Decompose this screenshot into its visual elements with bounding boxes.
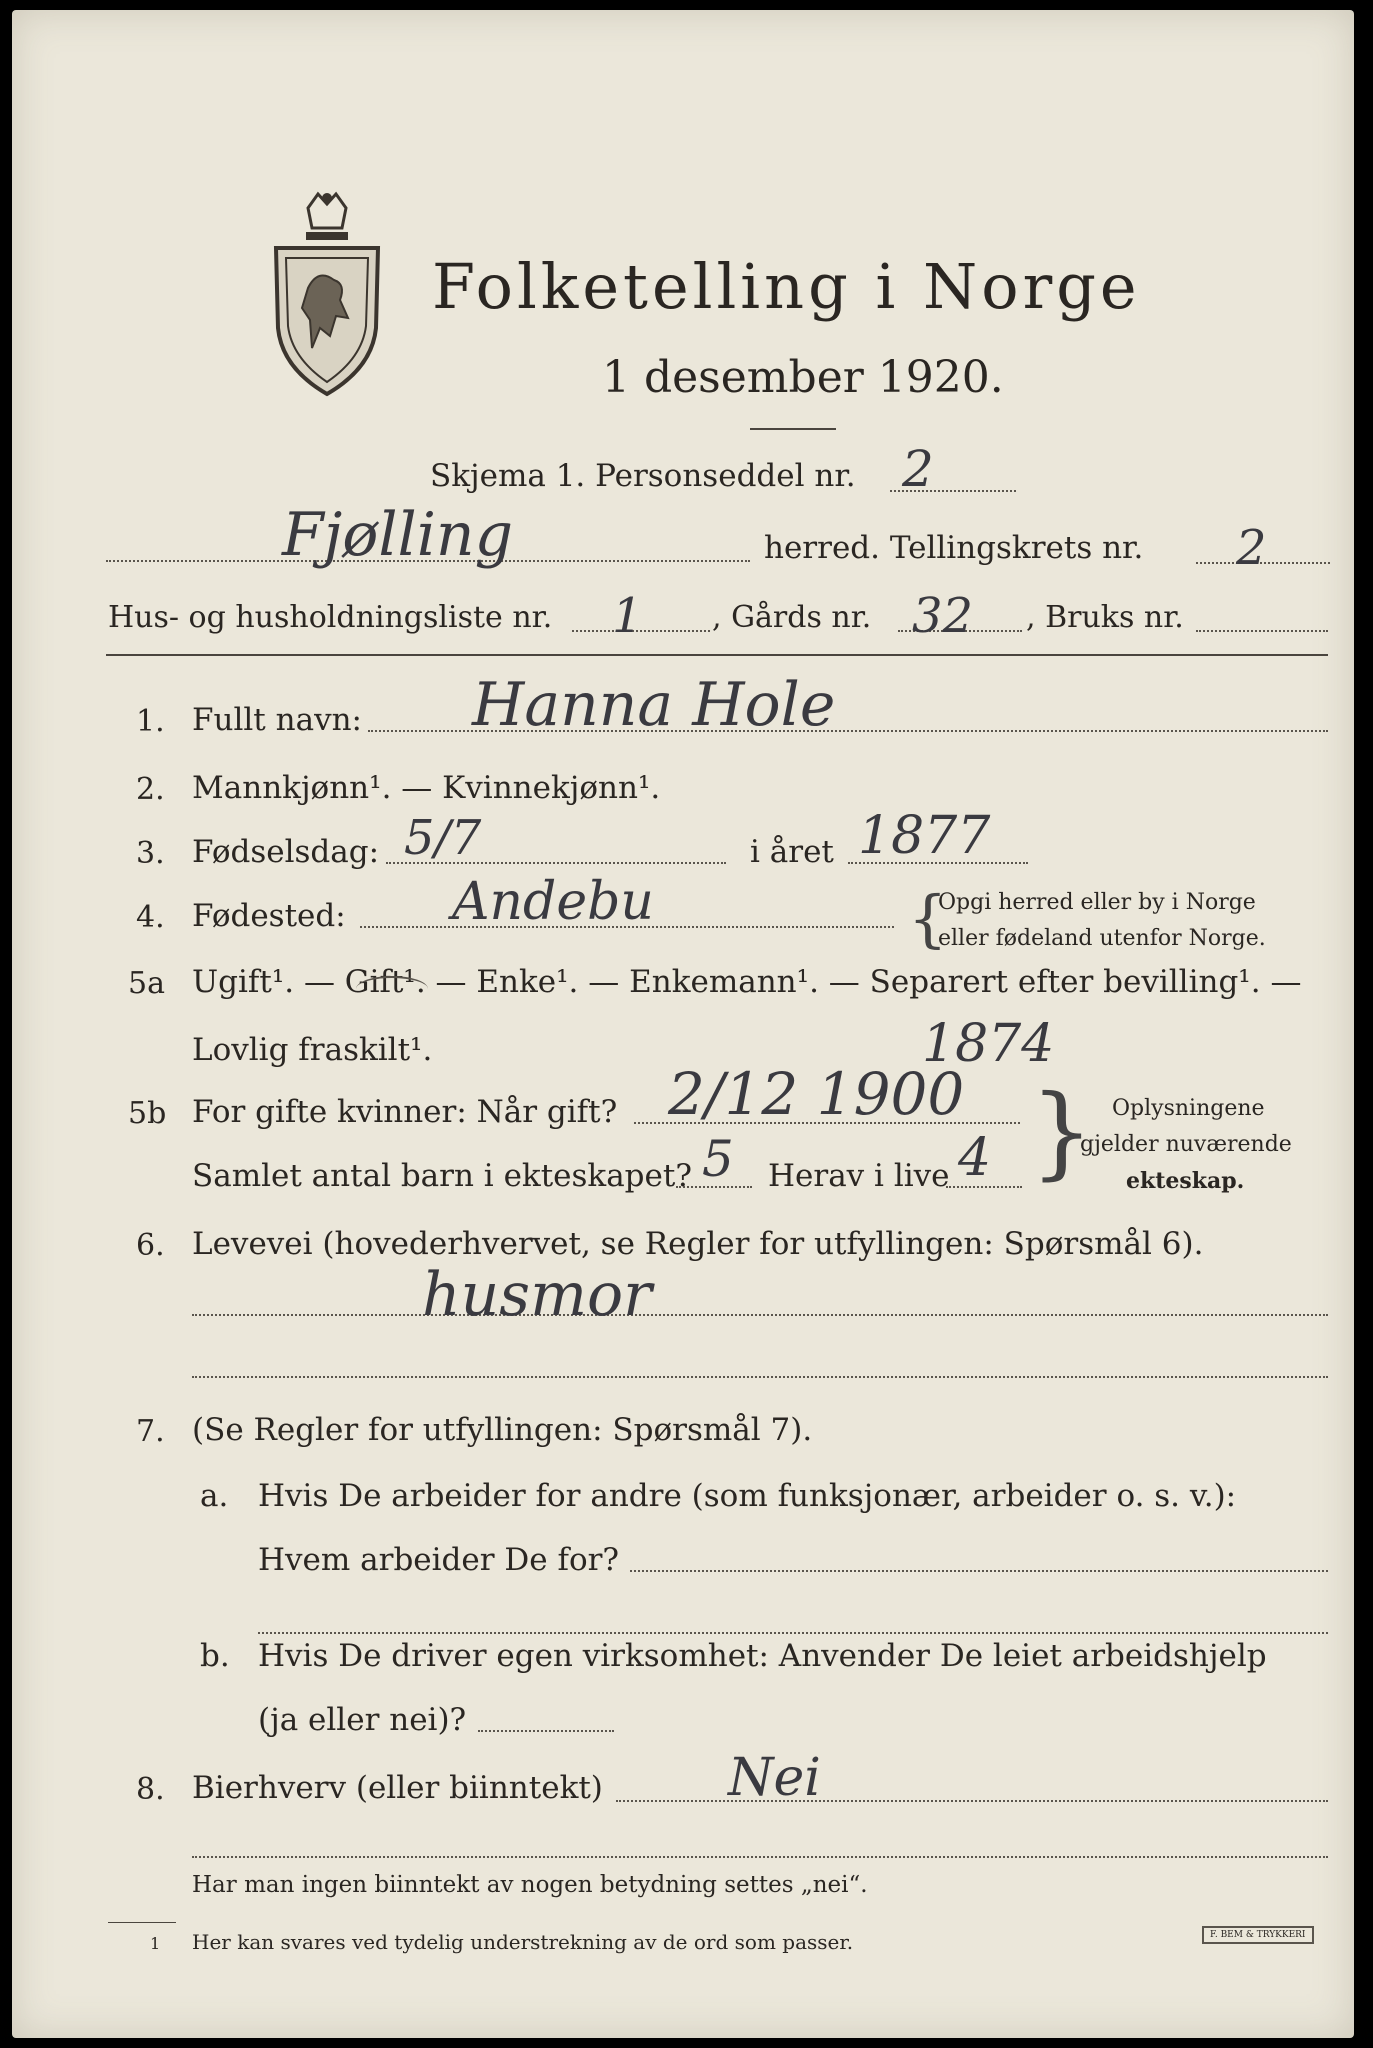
- q8-number: 8.: [136, 1772, 165, 1807]
- bruks-label: , Bruks nr.: [1026, 600, 1184, 635]
- q4-number: 4.: [136, 900, 165, 935]
- q4-note-1: Opgi herred eller by i Norge: [938, 890, 1256, 915]
- census-form-page: [12, 10, 1354, 2038]
- title-divider: [750, 428, 836, 430]
- footnote-divider: [108, 1922, 176, 1923]
- q3-value[interactable]: 5/7: [404, 810, 482, 866]
- krets-value[interactable]: 2: [1236, 520, 1267, 576]
- q7b-line-1: Hvis De driver egen virksomhet: Anvender De leiet arbeidshjelp: [258, 1638, 1267, 1674]
- q5b-label-1: For gifte kvinner: Når gift?: [192, 1094, 618, 1130]
- q7b-line-2: (ja eller nei)?: [258, 1702, 467, 1738]
- q8-label: Bierhverv (eller biinntekt): [192, 1770, 603, 1806]
- q5a-number: 5a: [128, 966, 165, 1001]
- q5a-line-2: Lovlig fraskilt¹.: [192, 1032, 433, 1068]
- q6-dotline-2: [192, 1376, 1328, 1378]
- q7a-dotline-1: [630, 1570, 1328, 1572]
- footnote-text: Her kan svares ved tydelig understrekning av de ord som passer.: [192, 1930, 854, 1954]
- herred-label: herred. Tellingskrets nr.: [764, 530, 1144, 566]
- bruks-dotline: [1196, 630, 1328, 632]
- q5b-label-2: Samlet antal barn i ekteskapet?: [192, 1158, 692, 1194]
- coat-of-arms-icon: [268, 188, 386, 398]
- q3-year-value[interactable]: 1877: [858, 806, 991, 866]
- q5b-note-1: Oplysningene: [1112, 1096, 1265, 1121]
- q6-value[interactable]: husmor: [422, 1260, 652, 1330]
- q7a-line-1: Hvis De arbeider for andre (som funksjonær, arbeider o. s. v.):: [258, 1478, 1237, 1514]
- q7a-number: a.: [200, 1478, 229, 1514]
- q2-number: 2.: [136, 772, 165, 807]
- q4-brace: {: [908, 882, 948, 955]
- q2-label: Mannkjønn¹. — Kvinnekjønn¹.: [192, 770, 661, 806]
- gift-underline-mark: [356, 976, 428, 1002]
- q3-number: 3.: [136, 836, 165, 871]
- gards-label: , Gårds nr.: [712, 600, 872, 635]
- q6-number: 6.: [136, 1228, 165, 1263]
- q5b-value-3[interactable]: 4: [958, 1128, 992, 1188]
- q3-label: Fødselsdag:: [192, 834, 380, 870]
- q8-dotline-1: [616, 1800, 1328, 1802]
- q5b-value-1[interactable]: 2/12 1900: [668, 1060, 965, 1128]
- q8-value[interactable]: Nei: [728, 1748, 821, 1808]
- printer-stamp: F. BEM & TRYKKERI: [1202, 1926, 1314, 1944]
- q5b-number: 5b: [128, 1096, 167, 1131]
- q7b-number: b.: [200, 1638, 230, 1674]
- q4-label: Fødested:: [192, 898, 346, 934]
- hus-value[interactable]: 1: [612, 588, 643, 644]
- herred-value[interactable]: Fjølling: [282, 500, 513, 570]
- q5b-value-2[interactable]: 5: [702, 1130, 734, 1188]
- q5b-brace: }: [1030, 1073, 1094, 1190]
- q5b-label-3: Herav i live: [768, 1158, 950, 1194]
- q4-value[interactable]: Andebu: [452, 872, 654, 932]
- q5b-note-3: ekteskap.: [1126, 1168, 1245, 1194]
- q5b-note-2: gjelder nuværende: [1080, 1132, 1292, 1157]
- personseddel-value[interactable]: 2: [902, 440, 934, 498]
- hus-label: Hus- og husholdningsliste nr.: [108, 600, 553, 635]
- q5a-line-1: Ugift¹. — Gift¹. — Enke¹. — Enkemann¹. — Separert efter bevilling¹. —: [192, 964, 1302, 1000]
- q4-note-2: eller fødeland utenfor Norge.: [938, 926, 1266, 951]
- q6-label: Levevei (hovederhvervet, se Regler for utfyllingen: Spørsmål 6).: [192, 1226, 1204, 1262]
- q1-value[interactable]: Hanna Hole: [472, 670, 836, 740]
- q7-number: 7.: [136, 1414, 165, 1449]
- form-date: 1 desember 1920.: [602, 352, 1004, 403]
- footnote-mark: 1: [150, 1934, 161, 1953]
- skjema-label: Skjema 1. Personseddel nr.: [430, 458, 856, 494]
- header-divider: [106, 654, 1328, 656]
- q3-year-label: i året: [750, 834, 834, 870]
- q7b-dotline: [478, 1730, 614, 1732]
- q8-dotline-2: [192, 1856, 1328, 1858]
- q6-dotline-1: [192, 1314, 1328, 1316]
- q1-label: Fullt navn:: [192, 702, 362, 738]
- gards-value[interactable]: 32: [912, 588, 974, 644]
- q7-label: (Se Regler for utfyllingen: Spørsmål 7).: [192, 1412, 813, 1448]
- q5a-handwritten[interactable]: 1874: [922, 1014, 1055, 1074]
- form-title: Folketelling i Norge: [432, 250, 1141, 323]
- q7a-dotline-2: [258, 1632, 1328, 1634]
- q7a-line-2: Hvem arbeider De for?: [258, 1542, 620, 1578]
- footer-note: Har man ingen biinntekt av nogen betydning settes „nei“.: [192, 1872, 868, 1898]
- q1-number: 1.: [136, 704, 165, 739]
